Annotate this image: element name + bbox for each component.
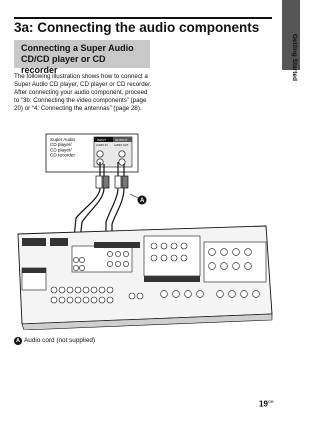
- section-heading: Connecting a Super Audio CD/CD player or CD recorder: [14, 40, 150, 68]
- callout-a: [130, 194, 147, 205]
- source-label-line4: CD recorder: [50, 152, 76, 158]
- page-title: 3a: Connecting the audio components: [14, 20, 260, 35]
- jack-label-output: OUTPUT: [115, 138, 128, 142]
- jack-label-input: INPUT: [97, 138, 106, 142]
- chapter-label: Getting Started: [291, 34, 298, 81]
- source-label-line1: Super Audio: [50, 137, 76, 142]
- page-number-value: 19: [259, 399, 268, 409]
- paragraph-intro: The following illustration shows how to connect a Super Audio CD player, CD player or CD recorder.: [14, 73, 152, 88]
- source-label-line2: CD player/: [50, 142, 72, 148]
- paragraph-next-steps: After connecting your audio component, proceed to “3b: Connecting the video components” (page 20) or “4: Connecting the antennas” (page 28).: [14, 89, 148, 112]
- figure-caption: [14, 337, 214, 345]
- page-number-suffix: GB: [267, 399, 274, 404]
- receiver-rear-panel: [18, 226, 272, 330]
- callout-a-letter: A: [140, 198, 145, 205]
- source-label-line3: CD player/: [50, 147, 72, 153]
- connection-diagram: [14, 118, 276, 330]
- jack-label-audio-out: AUDIO OUT: [114, 144, 129, 147]
- title-rule: [14, 17, 272, 19]
- body-text: [14, 73, 152, 113]
- caption-badge: A: [14, 337, 22, 345]
- caption-text: Audio cord (not supplied): [24, 337, 96, 344]
- source-label: [50, 137, 76, 158]
- jack-label-audio-in: AUDIO IN: [96, 144, 108, 147]
- cable-plugs: [96, 176, 128, 188]
- page-number: [259, 399, 274, 409]
